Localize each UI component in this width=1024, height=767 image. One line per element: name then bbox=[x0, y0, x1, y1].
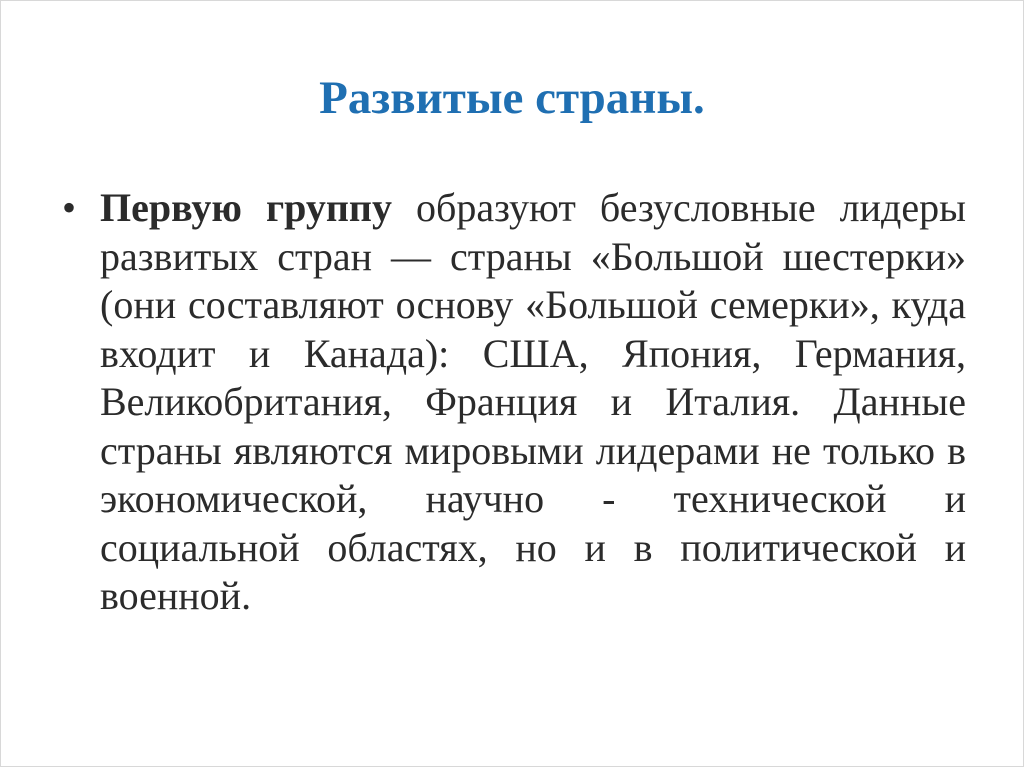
bullet-marker-icon: • bbox=[62, 185, 77, 230]
bullet-text bbox=[100, 184, 966, 621]
bullet-body-text: образуют безусловные лидеры развитых стран — страны «Большой шестерки» (они составляют основу «Большой семерки», куда входит и Канада): США, Япония, Германия, Великобритания, Франция и Италия. Данные страны являются мировыми лидерами не только в экономической, научно - технической и социальной областях, но и в политической и военной. bbox=[100, 185, 966, 618]
slide-title: Развитые страны. bbox=[319, 72, 705, 124]
bullet-item bbox=[60, 184, 966, 621]
bullet-bold-lead: Первую группу bbox=[100, 185, 392, 230]
slide-content bbox=[60, 184, 966, 621]
